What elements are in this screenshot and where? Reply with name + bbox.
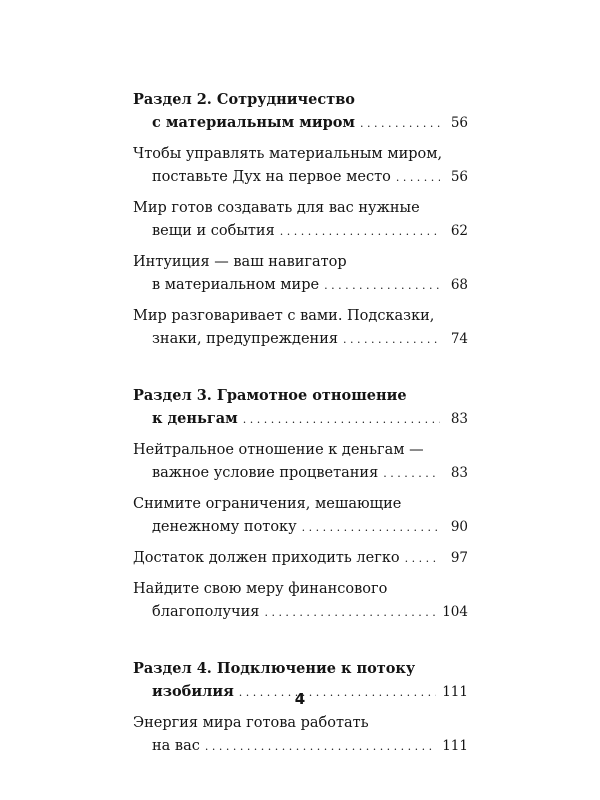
dot-leader (302, 516, 440, 539)
page-ref: 111 (442, 738, 468, 754)
entry-title-line1: Мир разговаривает с вами. Подсказки, (133, 308, 435, 324)
toc-section (133, 384, 468, 624)
page-ref: 83 (450, 411, 468, 427)
toc-entry (133, 547, 468, 570)
page-ref: 62 (450, 223, 468, 239)
entry-title-line2: поставьте Дух на первое место (152, 169, 391, 185)
dot-leader (383, 462, 440, 485)
entry-title-line1: Энергия мира готова работать (133, 715, 369, 731)
dot-leader (264, 601, 436, 624)
entry-title-line1: Мир готов создавать для вас нужные (133, 200, 420, 216)
toc-section (133, 88, 468, 351)
entry-title-line2: знаки, предупреждения (152, 331, 339, 347)
page-ref: 68 (450, 277, 468, 293)
entry-title-line2: на вас (152, 738, 200, 754)
section-heading (133, 88, 468, 135)
entry-title-line2: денежному потоку (152, 519, 297, 535)
toc-entry (133, 439, 468, 485)
page-ref: 56 (450, 169, 468, 185)
dot-leader (205, 735, 436, 758)
entry-title-line1: Нейтральное отношение к деньгам — (133, 442, 424, 458)
page-ref: 97 (450, 550, 468, 566)
section-heading (133, 384, 468, 431)
entry-title-line2: важное условие процветания (152, 465, 379, 481)
dot-leader (396, 166, 440, 189)
entry-title-line1: Чтобы управлять материальным миром, (133, 146, 443, 162)
dot-leader (405, 547, 440, 570)
entry-title-line1: Интуиция — ваш навигатор (133, 254, 347, 270)
section-title-line2: к деньгам (152, 410, 238, 427)
page-ref: 56 (450, 115, 468, 131)
section-title-line1: Раздел 2. Сотрудничество (133, 91, 355, 108)
entry-title-line1: Снимите ограничения, мешающие (133, 496, 402, 512)
page-ref: 104 (442, 604, 468, 620)
entry-title-line1: Достаток должен приходить легко (133, 550, 400, 566)
entry-title-line2: благополучия (152, 604, 260, 620)
toc-entry (133, 578, 468, 624)
dot-leader (360, 112, 440, 135)
dot-leader (243, 408, 440, 431)
page-number: 4 (294, 690, 306, 708)
toc-entry (133, 493, 468, 539)
toc-entry (133, 251, 468, 297)
dot-leader (280, 220, 440, 243)
entry-title-line2: вещи и события (152, 223, 275, 239)
toc-entry (133, 712, 468, 758)
toc-entry (133, 197, 468, 243)
entry-title-line2: в материальном мире (152, 277, 320, 293)
table-of-contents (133, 88, 468, 791)
page-ref: 111 (442, 684, 468, 700)
toc-entry (133, 143, 468, 189)
page-ref: 83 (450, 465, 468, 481)
dot-leader (343, 328, 440, 351)
section-title-line1: Раздел 3. Грамотное отношение (133, 387, 407, 404)
section-title-line1: Раздел 4. Подключение к потоку (133, 660, 416, 677)
page-ref: 90 (450, 519, 468, 535)
dot-leader (324, 274, 440, 297)
entry-title-line1: Найдите свою меру финансового (133, 581, 388, 597)
section-title-line2: изобилия (152, 683, 234, 700)
toc-entry (133, 305, 468, 351)
section-title-line2: с материальным миром (152, 114, 355, 131)
page-ref: 74 (450, 331, 468, 347)
